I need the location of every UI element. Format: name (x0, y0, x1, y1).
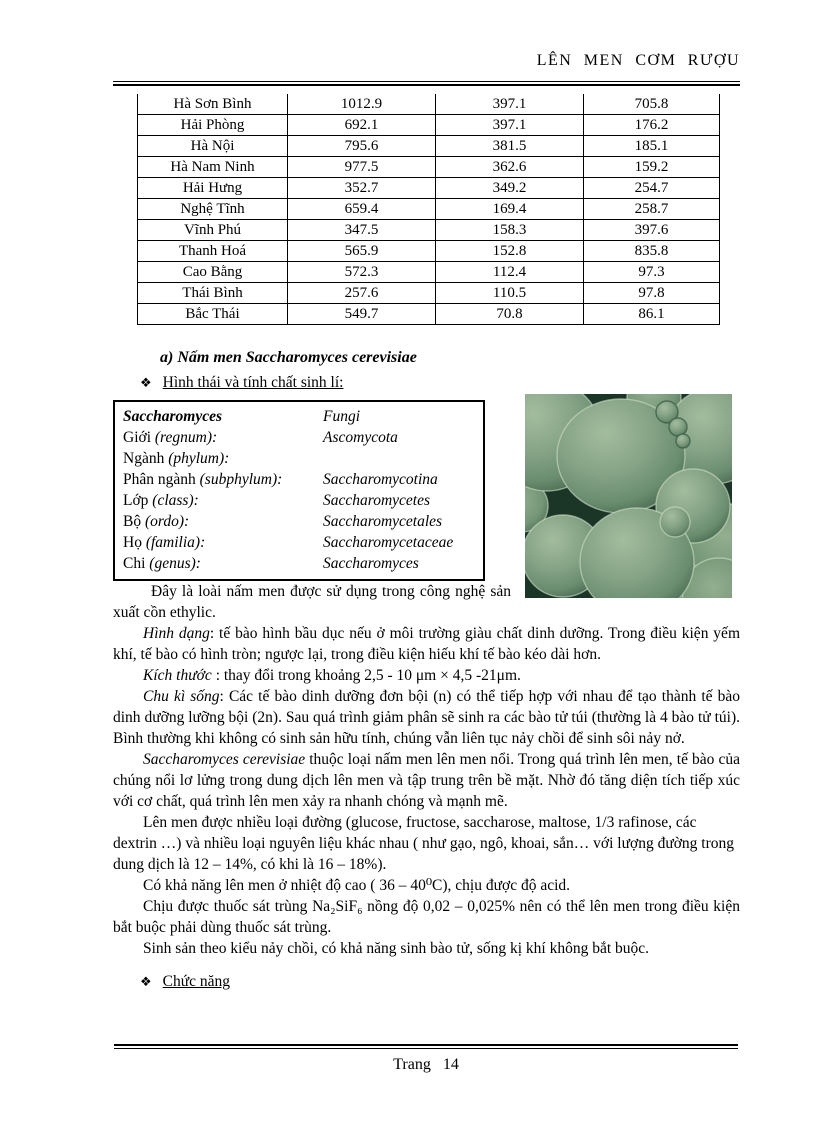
yeast-micrograph-svg (525, 394, 732, 598)
diamond-bullet-icon: ❖ (140, 975, 152, 990)
taxon-rank-label: Giới (123, 429, 155, 446)
taxonomy-row (123, 532, 483, 553)
value-cell: 549.7 (288, 304, 436, 325)
province-name-cell: Hà Sơn Bình (138, 94, 288, 115)
table-row (138, 199, 720, 220)
header-rule (113, 81, 740, 86)
paragraph-text: : Các tế bào dinh dưỡng đơn bội (n) có thể tiếp hợp với nhau để tạo thành tế bào dinh dưỡng lưỡng bội (2n). Sau quá trình giảm phân sẽ sinh ra các bào tử túi (thường là 4 bào tử túi). Bình thường khi không có sinh sản hữu tính, chúng vẫn liên tục nảy chồi để sinh sôi nảy nở. (113, 688, 740, 747)
value-cell: 159.2 (584, 157, 720, 178)
value-cell: 70.8 (436, 304, 584, 325)
taxon-value: Saccharomycetaceae (323, 534, 454, 551)
province-name-cell: Cao Bằng (138, 262, 288, 283)
value-cell: 705.8 (584, 94, 720, 115)
value-cell: 977.5 (288, 157, 436, 178)
table-row (138, 157, 720, 178)
value-cell: 86.1 (584, 304, 720, 325)
paragraph-text: Lên men được nhiều loại đường (glucose, fructose, saccharose, maltose, 1/3 rafinose, các dextrin …) và nhiều loại nguyên liệu khác nhau ( như gạo, ngô, khoai, sắn… với lượng đường trong dung dịch là 12 – 14%, có khi là 16 – 18%). (113, 814, 735, 873)
value-cell: 397.1 (436, 115, 584, 136)
page-number: Trang 14 (393, 1056, 459, 1073)
taxon-rank-label: Ngành (123, 450, 169, 467)
taxon-rank-label: Lớp (123, 492, 153, 509)
value-cell: 349.2 (436, 178, 584, 199)
province-name-cell: Hà Nội (138, 136, 288, 157)
value-cell: 835.8 (584, 241, 720, 262)
table-row (138, 115, 720, 136)
bullet-item-function (140, 971, 740, 993)
taxon-value: Saccharomycetes (323, 492, 431, 509)
taxon-rank-label: Bộ (123, 513, 145, 530)
diamond-bullet-icon: ❖ (140, 376, 152, 391)
paragraph (113, 875, 740, 896)
taxon-rank-latin: (ordo): (144, 513, 190, 530)
value-cell: 176.2 (584, 115, 720, 136)
taxonomy-row (123, 553, 483, 574)
value-cell: 352.7 (288, 178, 436, 199)
table-row (138, 262, 720, 283)
paragraph-text: Đây là loài nấm men được sử dụng trong công nghệ sản xuất cồn ethylic. (113, 583, 511, 621)
taxon-rank-label: Họ (123, 534, 146, 551)
province-table-body (138, 94, 720, 325)
paragraph (113, 749, 740, 812)
taxon-value: Saccharomycetales (323, 513, 443, 530)
province-name-cell: Hà Nam Ninh (138, 157, 288, 178)
taxon-rank-latin: (class): (152, 492, 199, 509)
paragraph-text: Có khả năng lên men ở nhiệt độ cao ( 36 – 40⁰C), chịu được độ acid. (143, 877, 571, 894)
taxon-rank-label: Saccharomyces (123, 408, 223, 425)
value-cell: 659.4 (288, 199, 436, 220)
value-cell: 185.1 (584, 136, 720, 157)
bullet-item-morphology (140, 372, 740, 394)
table-row (138, 178, 720, 199)
value-cell: 1012.9 (288, 94, 436, 115)
paragraph-lead: Kích thước (143, 667, 212, 684)
taxon-rank-latin: (subphylum): (199, 471, 283, 488)
taxonomy-row (123, 511, 483, 532)
province-name-cell: Thái Bình (138, 283, 288, 304)
table-row (138, 241, 720, 262)
taxon-rank-latin: (familia): (145, 534, 206, 551)
value-cell: 692.1 (288, 115, 436, 136)
value-cell: 347.5 (288, 220, 436, 241)
value-cell: 112.4 (436, 262, 584, 283)
taxon-rank-label: Chi (123, 555, 150, 572)
paragraph (113, 665, 740, 686)
taxon-value: Ascomycota (323, 429, 398, 446)
body-text (113, 400, 740, 959)
taxonomy-row (123, 406, 483, 427)
value-cell: 362.6 (436, 157, 584, 178)
taxon-value: Fungi (323, 408, 361, 425)
taxonomy-box (113, 400, 485, 581)
paragraph-text: Chịu được thuốc sát trùng Na₂SiF₆ nồng độ 0,02 – 0,025% nên có thể lên men trong điều kiện bắt buộc phải dùng thuốc sát trùng. (113, 898, 740, 936)
province-name-cell: Bắc Thái (138, 304, 288, 325)
value-cell: 152.8 (436, 241, 584, 262)
value-cell: 397.1 (436, 94, 584, 115)
section-heading: a) Nấm men Saccharomyces cerevisiae (160, 349, 417, 366)
taxonomy-row (123, 490, 483, 511)
footer-rule (114, 1044, 738, 1049)
value-cell: 565.9 (288, 241, 436, 262)
paragraph (113, 686, 740, 749)
table-row (138, 220, 720, 241)
value-cell: 257.6 (288, 283, 436, 304)
value-cell: 572.3 (288, 262, 436, 283)
province-name-cell: Vĩnh Phú (138, 220, 288, 241)
taxon-rank-latin: (regnum): (154, 429, 218, 446)
value-cell: 381.5 (436, 136, 584, 157)
province-name-cell: Hải Phòng (138, 115, 288, 136)
yeast-micrograph (525, 394, 732, 598)
province-data-table (137, 94, 720, 325)
province-name-cell: Thanh Hoá (138, 241, 288, 262)
paragraph-text: : tế bào hình bầu dục nếu ở môi trường giàu chất dinh dưỡng. Trong điều kiện yếm khí, tế bào có hình tròn; ngược lại, trong điều kiện hiếu khí tế bào kéo dài hơn. (113, 625, 740, 663)
province-name-cell: Hải Hưng (138, 178, 288, 199)
paragraph (113, 812, 740, 875)
value-cell: 110.5 (436, 283, 584, 304)
paragraph-lead: Hình dạng (143, 625, 210, 642)
bullet-item-label: Hình thái và tính chất sinh lí: (162, 374, 344, 391)
paragraph-lead: Saccharomyces cerevisiae (143, 751, 306, 768)
taxon-value: Saccharomycotina (323, 471, 438, 488)
paragraph (113, 896, 740, 938)
value-cell: 795.6 (288, 136, 436, 157)
taxon-rank-latin: (genus): (149, 555, 201, 572)
province-name-cell: Nghệ Tĩnh (138, 199, 288, 220)
document-title: LÊN MEN CƠM RƯỢU (536, 52, 740, 69)
taxon-rank-label: Phân ngành (123, 471, 200, 488)
value-cell: 158.3 (436, 220, 584, 241)
taxonomy-row (123, 448, 483, 469)
value-cell: 397.6 (584, 220, 720, 241)
table-row (138, 283, 720, 304)
page-footer (114, 1044, 738, 1075)
bullet-item-label: Chức năng (162, 973, 231, 990)
value-cell: 258.7 (584, 199, 720, 220)
taxon-value: Saccharomyces (323, 555, 419, 572)
paragraph-text: thuộc loại nấm men lên men nổi. Trong quá trình lên men, tế bào của chúng nổi lơ lửng trong dung dịch lên men và tập trung trên bề mặt. Nhờ đó tăng diện tích tiếp xúc với cơ chất, quá trình lên men xảy ra nhanh chóng và mạnh mẽ. (113, 751, 740, 810)
value-cell: 169.4 (436, 199, 584, 220)
paragraph (113, 623, 740, 665)
paragraph-text: : thay đổi trong khoảng 2,5 - 10 μm × 4,5 -21μm. (211, 667, 521, 684)
value-cell: 97.3 (584, 262, 720, 283)
paragraph-lead: Chu kì sống (143, 688, 220, 705)
value-cell: 254.7 (584, 178, 720, 199)
taxonomy-row (123, 469, 483, 490)
value-cell: 97.8 (584, 283, 720, 304)
paragraph-text: Sinh sản theo kiểu nảy chồi, có khả năng sinh bào tử, sống kị khí không bắt buộc. (143, 940, 650, 957)
table-row (138, 304, 720, 325)
table-row (138, 94, 720, 115)
table-row (138, 136, 720, 157)
paragraph (113, 938, 740, 959)
taxonomy-row (123, 427, 483, 448)
taxon-rank-latin: (phylum): (168, 450, 230, 467)
